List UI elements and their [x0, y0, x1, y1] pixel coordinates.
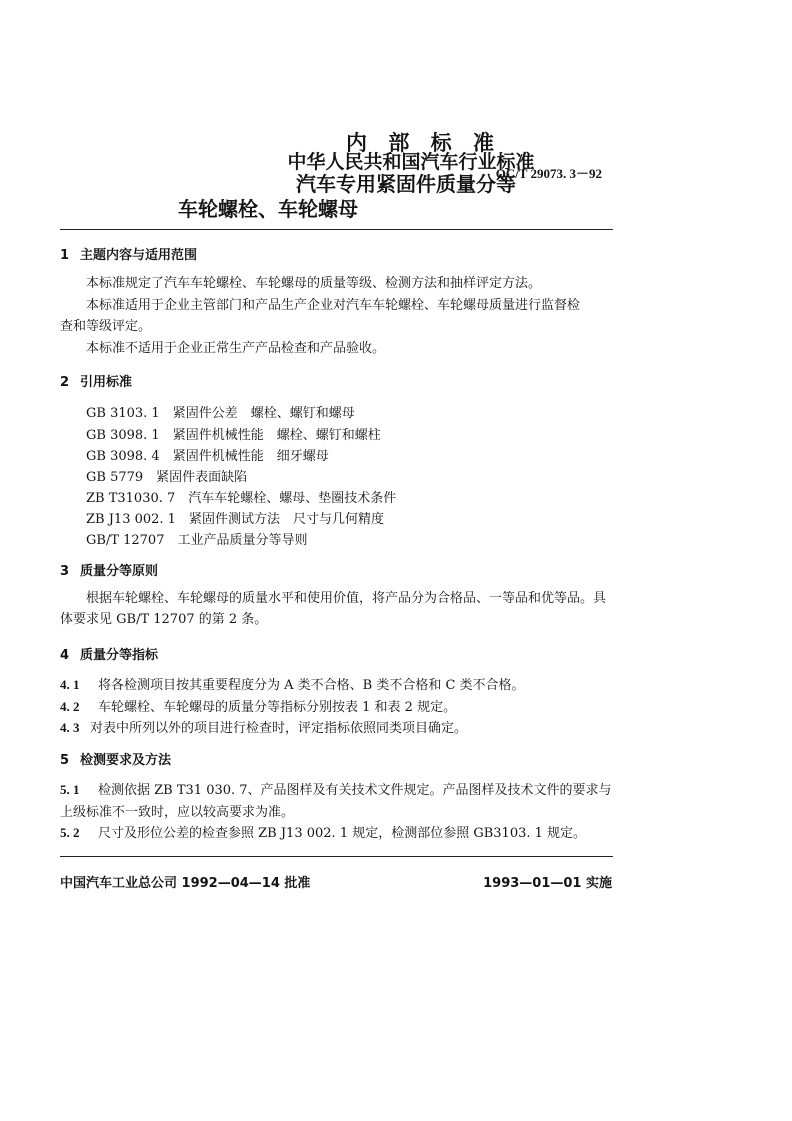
paragraph-continued: 体要求见 GB/T 12707 的第 2 条。 — [60, 612, 268, 627]
section-title: 质量分等原则 — [80, 564, 159, 579]
section-title: 主题内容与适用范围 — [80, 248, 198, 263]
clause-number: 4. 2 — [60, 699, 80, 714]
section-title: 检测要求及方法 — [80, 753, 172, 768]
reference-item: GB/T 12707 工业产品质量分等导则 — [86, 533, 308, 548]
reference-item: GB 3098. 1 紧固件机械性能 螺栓、螺钉和螺柱 — [86, 428, 381, 443]
paragraph: 本标准不适用于企业正常生产产品检查和产品验收。 — [86, 341, 386, 356]
section-number: 3 — [60, 564, 70, 579]
reference-item: GB 3103. 1 紧固件公差 螺栓、螺钉和螺母 — [86, 406, 355, 421]
section-title: 引用标准 — [80, 375, 133, 390]
effective-date: 1993—01—01 实施 — [483, 876, 612, 891]
header-divider — [60, 229, 613, 230]
clause-text: 对表中所列以外的项目进行检查时，评定指标依照同类项目确定。 — [90, 721, 468, 736]
section-number: 4 — [60, 648, 70, 663]
section-4-heading — [60, 644, 158, 663]
standard-code: QC/T 29073. 3－92 — [495, 166, 602, 181]
clause-number: 5. 2 — [60, 825, 80, 840]
clause-text: 检测依据 ZB T31 030. 7、产品图样及有关技术文件规定。产品图样及技术文件的要求与 — [98, 783, 612, 798]
section-number: 2 — [60, 375, 70, 390]
clause-number: 4. 3 — [60, 720, 80, 735]
clause-text: 将各检测项目按其重要程度分为 A 类不合格、B 类不合格和 C 类不合格。 — [98, 678, 525, 693]
internal-standard-label: 内 部 标 准 — [346, 131, 501, 155]
section-number: 1 — [60, 248, 70, 263]
document-title: 汽车专用紧固件质量分等 — [296, 172, 516, 196]
clause-4-2 — [60, 696, 456, 715]
paragraph: 根据车轮螺栓、车轮螺母的质量水平和使用价值，将产品分为合格品、一等品和优等品。具 — [86, 591, 607, 606]
document-subtitle: 车轮螺栓、车轮螺母 — [178, 197, 358, 221]
clause-text: 车轮螺栓、车轮螺母的质量分等指标分别按表 1 和表 2 规定。 — [98, 700, 457, 715]
clause-4-1 — [60, 674, 525, 693]
clause-5-1 — [60, 779, 612, 798]
clause-text: 尺寸及形位公差的检查参照 ZB J13 002. 1 规定，检测部位参照 GB3103. 1 规定。 — [98, 826, 587, 841]
reference-item: ZB T31030. 7 汽车车轮螺栓、螺母、垫圈技术条件 — [86, 491, 397, 506]
paragraph-continued: 查和等级评定。 — [60, 319, 152, 334]
reference-item: ZB J13 002. 1 紧固件测试方法 尺寸与几何精度 — [86, 512, 384, 527]
clause-4-3 — [60, 717, 467, 736]
clause-number: 5. 1 — [60, 782, 80, 797]
section-1-heading — [60, 244, 197, 263]
clause-number: 4. 1 — [60, 677, 80, 692]
reference-item: GB 5779 紧固件表面缺陷 — [86, 470, 248, 485]
section-3-heading — [60, 560, 158, 579]
clause-5-1-continued: 上级标准不一致时，应以较高要求为准。 — [60, 805, 295, 820]
paragraph: 本标准适用于企业主管部门和产品生产企业对汽车车轮螺栓、车轮螺母质量进行监督检 — [86, 298, 581, 313]
section-2-heading — [60, 371, 132, 390]
section-title: 质量分等指标 — [80, 648, 159, 663]
approval-date: 中国汽车工业总公司 1992—04—14 批准 — [60, 876, 311, 891]
reference-item: GB 3098. 4 紧固件机械性能 细牙螺母 — [86, 449, 329, 464]
section-5-heading — [60, 749, 171, 768]
paragraph: 本标准规定了汽车车轮螺栓、车轮螺母的质量等级、检测方法和抽样评定方法。 — [86, 276, 542, 291]
footer-divider — [60, 856, 613, 857]
section-number: 5 — [60, 753, 70, 768]
clause-5-2 — [60, 822, 586, 841]
industry-standard-title: 中华人民共和国汽车行业标准 — [287, 151, 535, 173]
